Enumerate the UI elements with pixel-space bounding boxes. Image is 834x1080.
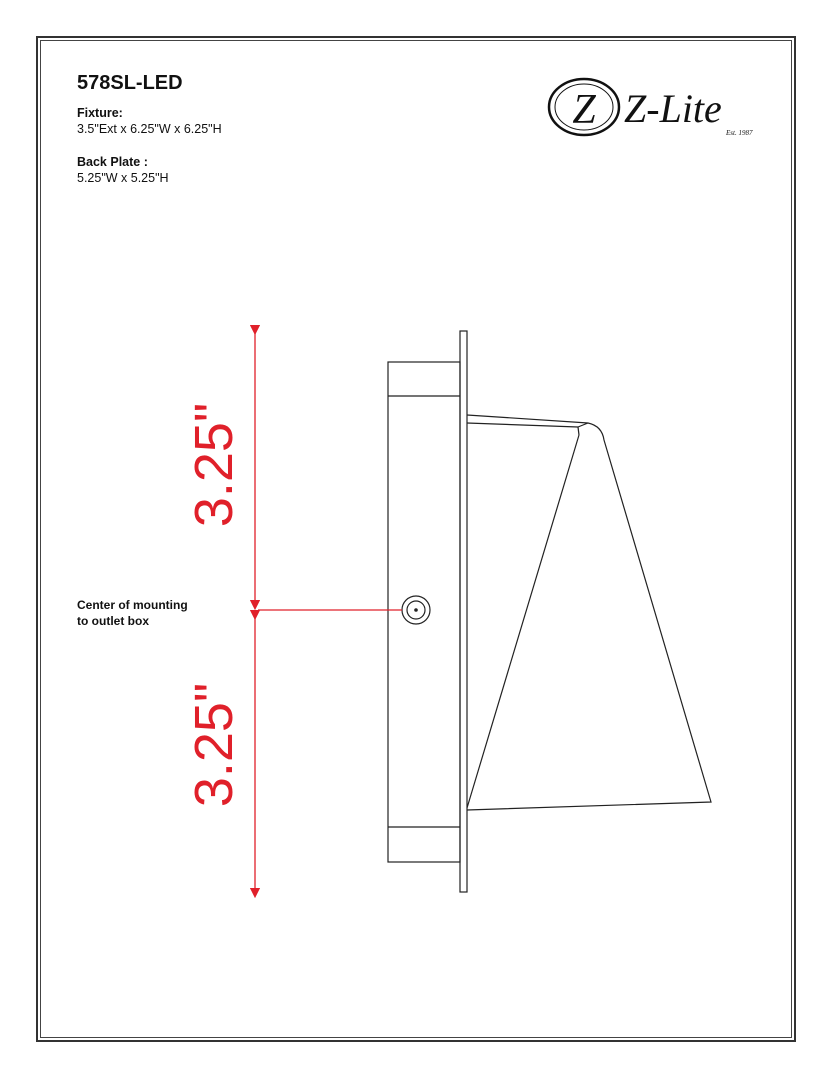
logo-tagline: Est. 1987	[726, 129, 753, 137]
lower-dimension-label: 3.25"	[184, 682, 244, 808]
shade-outline	[467, 415, 711, 810]
mounting-note-line1: Center of mounting	[77, 598, 188, 612]
model-number: 578SL-LED	[77, 72, 183, 94]
shade-front-edge	[467, 435, 579, 808]
back-plate	[460, 331, 467, 892]
back-plate-dimensions: 5.25"W x 5.25"H	[77, 171, 169, 185]
shade-corner	[578, 423, 588, 427]
mounting-point-center	[415, 609, 417, 611]
back-plate-label: Back Plate :	[77, 155, 148, 169]
z-lite-logo	[549, 79, 753, 137]
shade-corner-drop	[578, 427, 579, 435]
fixture-dimensions: 3.5"Ext x 6.25"W x 6.25"H	[77, 122, 222, 136]
dimension-lines	[255, 330, 402, 893]
fixture-side-view	[388, 331, 711, 892]
logo-monogram: Z	[572, 87, 596, 133]
shade-top-inner	[467, 423, 578, 427]
upper-dimension-label: 3.25"	[184, 402, 244, 528]
fixture-label: Fixture:	[77, 106, 123, 120]
housing-body	[388, 362, 460, 862]
mounting-note-line2: to outlet box	[77, 614, 149, 628]
logo-brand: Z-Lite	[624, 86, 722, 131]
